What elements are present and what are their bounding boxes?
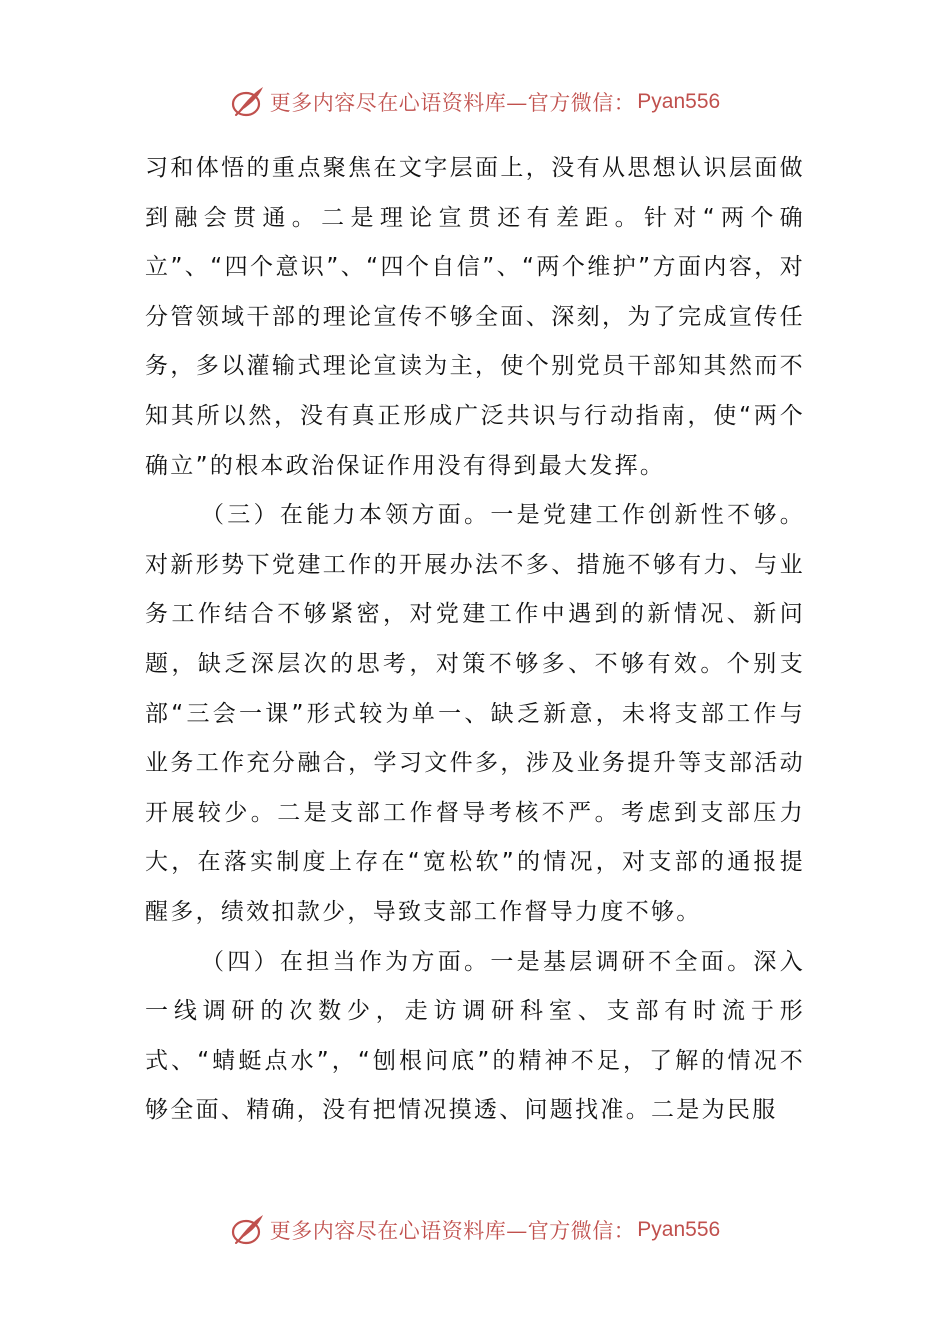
header-banner <box>0 82 950 122</box>
paragraph-1: 习和体悟的重点聚焦在文字层面上，没有从思想认识层面做到融会贯通。二是理论宣贯还有差距。针对“两个确立”、“四个意识”、“四个自信”、“两个维护”方面内容，对分管领域干部的理论宣传不够全面、深刻，为了完成宣传任务，多以灌输式理论宣读为主，使个别党员干部知其然而不知其所以然，没有真正形成广泛共识与行动指南，使“两个确立”的根本政治保证作用没有得到最大发挥。 <box>145 155 805 479</box>
quill-pen-logo-icon <box>230 1212 266 1248</box>
quill-pen-logo-icon <box>230 84 266 120</box>
header-banner-text: 更多内容尽在心语资料库—官方微信： <box>269 91 636 115</box>
footer-banner-id: Pyan556 <box>637 1218 721 1241</box>
footer-banner-text: 更多内容尽在心语资料库—官方微信： <box>269 1219 636 1243</box>
footer-banner <box>0 1210 950 1250</box>
document-body <box>145 144 805 1136</box>
paragraph-2: （三）在能力本领方面。一是党建工作创新性不够。对新形势下党建工作的开展办法不多、措施不够有力、与业务工作结合不够紧密，对党建工作中遇到的新情况、新问题，缺乏深层次的思考，对策不够多、不够有效。个别支部“三会一课”形式较为单一、缺乏新意，未将支部工作与业务工作充分融合，学习文件多，涉及业务提升等支部活动开展较少。二是支部工作督导考核不严。考虑到支部压力大，在落实制度上存在“宽松软”的情况，对支部的通报提醒多，绩效扣款少，导致支部工作督导力度不够。 <box>145 502 805 925</box>
paragraph-3: （四）在担当作为方面。一是基层调研不全面。深入一线调研的次数少，走访调研科室、支部有时流于形式、“蜻蜓点水”，“刨根问底”的精神不足，了解的情况不够全面、精确，没有把情况摸透、问题找准。二是为民服 <box>145 948 805 1124</box>
header-banner-id: Pyan556 <box>637 90 721 113</box>
